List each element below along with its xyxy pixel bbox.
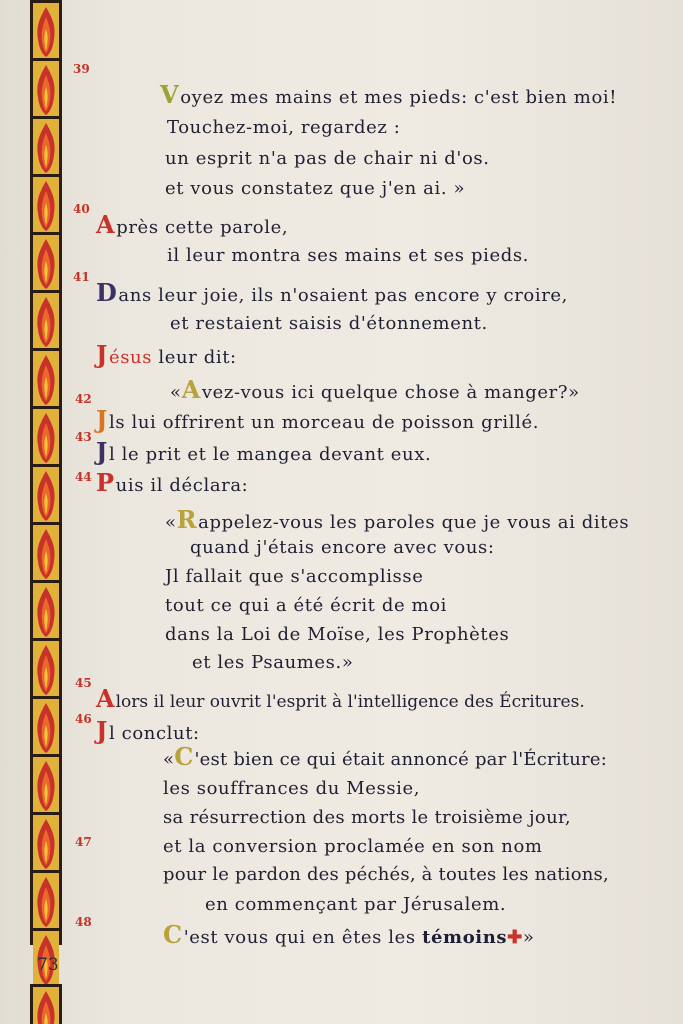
- flame-icon: [33, 116, 59, 174]
- line-text: 'est bien ce qui était annoncé par l'Écriture:: [194, 749, 607, 770]
- speaker-name: ésus: [108, 347, 153, 368]
- line-text: uis il déclara:: [115, 475, 249, 496]
- text-line: [96, 437, 431, 466]
- flame-icon: [33, 638, 59, 696]
- verse-number-39: 39: [73, 62, 90, 76]
- flame-icon: [33, 870, 59, 928]
- text-line: et vous constatez que j'en ai. »: [165, 178, 466, 199]
- text-line: tout ce qui a été écrit de moi: [165, 595, 447, 616]
- flame-icon: [33, 174, 59, 232]
- initial-letter: D: [96, 278, 118, 307]
- text-line: [96, 716, 200, 745]
- text-line: et les Psaumes.»: [192, 652, 354, 673]
- initial-letter: R: [176, 505, 198, 534]
- page-number: 73: [37, 955, 59, 975]
- cross-icon: ✚: [507, 927, 523, 948]
- line-text: leur dit:: [152, 347, 237, 368]
- line-text: près cette parole,: [116, 217, 289, 238]
- emphasized-word: témoins: [422, 927, 508, 948]
- text-line: [96, 405, 539, 434]
- verse-number-41: 41: [73, 270, 90, 284]
- text-line: [160, 80, 617, 109]
- flame-icon: [33, 464, 59, 522]
- text-line: [96, 468, 248, 497]
- line-text: 'est vous qui en êtes les: [183, 927, 423, 948]
- text-line: [96, 278, 568, 307]
- flame-icon: [33, 580, 59, 638]
- flame-icon: [33, 58, 59, 116]
- line-text: vez-vous ici quelque chose à manger?»: [201, 382, 580, 403]
- text-line: quand j'étais encore avec vous:: [190, 537, 495, 558]
- text-line: il leur montra ses mains et ses pieds.: [167, 245, 529, 266]
- initial-letter: A: [181, 375, 201, 404]
- text-line: [165, 505, 629, 534]
- line-text: ans leur joie, ils n'osaient pas encore y croire,: [118, 285, 568, 306]
- flame-icon: [33, 984, 59, 1024]
- verse-number-45: 45: [75, 676, 92, 690]
- text-line: [163, 742, 607, 771]
- verse-number-46: 46: [75, 712, 92, 726]
- line-text: ls lui offrirent un morceau de poisson grillé.: [108, 412, 540, 433]
- flame-icon: [33, 406, 59, 464]
- initial-letter: C: [174, 742, 194, 771]
- open-quote: «: [163, 749, 175, 770]
- text-line: pour le pardon des péchés, à toutes les nations,: [163, 864, 609, 885]
- flame-icon: [33, 754, 59, 812]
- text-line: les souffrances du Messie,: [163, 778, 421, 799]
- verse-number-43: 43: [75, 430, 92, 444]
- initial-letter: J: [96, 340, 108, 369]
- text-line: Touchez-moi, regardez :: [167, 117, 401, 138]
- flame-icon: [33, 0, 59, 58]
- text-line: et restaient saisis d'étonnement.: [170, 313, 488, 334]
- verse-number-47: 47: [75, 835, 92, 849]
- text-line: [170, 375, 580, 404]
- flame-icon: [33, 290, 59, 348]
- text-line: en commençant par Jérusalem.: [205, 894, 507, 915]
- verse-number-42: 42: [75, 392, 92, 406]
- text-line: dans la Loi de Moïse, les Prophètes: [165, 624, 510, 645]
- initial-letter: J: [96, 716, 108, 745]
- text-line: [96, 340, 237, 369]
- flame-icon: [33, 348, 59, 406]
- text-line: et la conversion proclamée en son nom: [163, 836, 543, 857]
- line-text: appelez-vous les paroles que je vous ai dites: [198, 512, 630, 533]
- initial-letter: C: [163, 920, 183, 949]
- text-line: [96, 210, 288, 239]
- flame-border: [30, 0, 62, 945]
- text-line: Jl fallait que s'accomplisse: [165, 566, 424, 587]
- initial-letter: P: [96, 468, 115, 497]
- initial-letter: J: [96, 405, 108, 434]
- initial-letter: A: [96, 210, 116, 239]
- text-line: un esprit n'a pas de chair ni d'os.: [165, 148, 490, 169]
- text-line: sa résurrection des morts le troisième jour,: [163, 807, 571, 828]
- verse-number-40: 40: [73, 202, 90, 216]
- text-line: [96, 684, 585, 713]
- initial-letter: J: [96, 437, 108, 466]
- flame-icon: [33, 696, 59, 754]
- close-quote: »: [522, 927, 535, 948]
- open-quote: «: [170, 382, 182, 403]
- initial-letter: A: [96, 684, 115, 713]
- flame-icon: [33, 812, 59, 870]
- open-quote: «: [165, 512, 177, 533]
- verse-number-44: 44: [75, 470, 92, 484]
- line-text: l conclut:: [108, 723, 200, 744]
- flame-icon: [33, 522, 59, 580]
- initial-letter: V: [160, 80, 180, 109]
- flame-icon: [33, 232, 59, 290]
- line-text: l le prit et le mangea devant eux.: [108, 444, 432, 465]
- flame-border-bottom: [30, 984, 62, 1024]
- line-text: oyez mes mains et mes pieds: c'est bien moi!: [180, 87, 618, 108]
- verse-number-48: 48: [75, 915, 92, 929]
- line-text: lors il leur ouvrit l'esprit à l'intelligence des Écritures.: [115, 692, 585, 712]
- text-line: [163, 920, 534, 949]
